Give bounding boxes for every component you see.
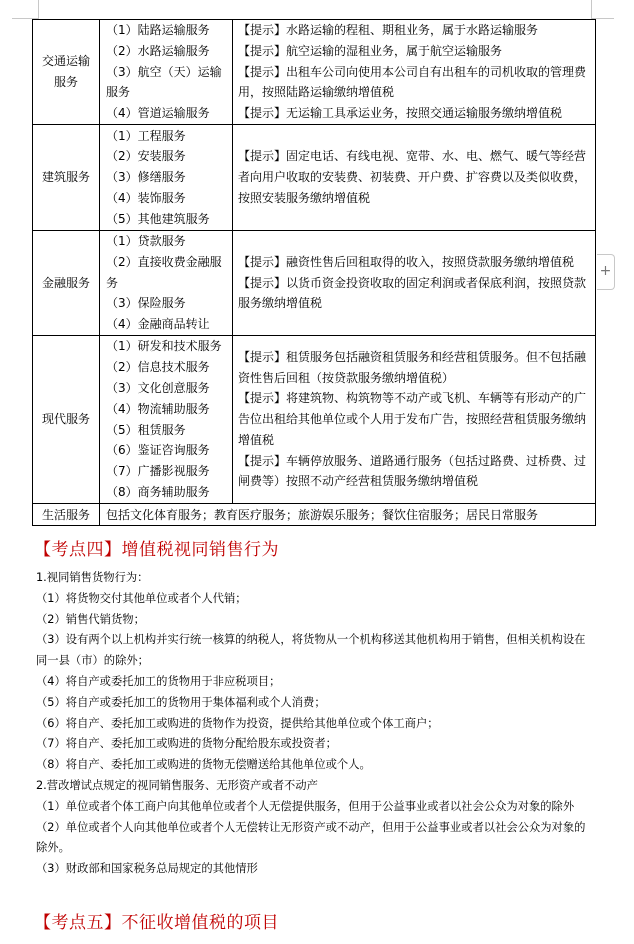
note: 【提示】航空运输的湿租业务，属于航空运输服务 [238, 43, 503, 58]
list-item: （7）广播影视服务 [106, 464, 210, 479]
section-heading-5: 【考点五】不征收增值税的项目 [34, 913, 279, 933]
service-table [32, 19, 596, 526]
items-cell [100, 20, 233, 125]
paragraph: （7）将自产、委托加工或购进的货物分配给股东或投资者； [36, 737, 337, 751]
list-item: （3）文化创意服务 [106, 380, 210, 395]
table-row [33, 504, 596, 526]
paragraph: （2）销售代销货物； [36, 612, 145, 626]
list-item: （3）修缮服务 [106, 170, 186, 185]
list-item: （4）管道运输服务 [106, 106, 210, 121]
note: 【提示】融资性售后回租取得的收入，按照贷款服务缴纳增值税 [238, 254, 575, 269]
category-cell: 现代服务 [33, 336, 100, 504]
paragraph: （1）将货物交付其他单位或者个人代销； [36, 591, 247, 605]
content-cell: 包括文化体育服务；教育医疗服务；旅游娱乐服务；餐饮住宿服务；居民日常服务 [100, 504, 596, 526]
list-item: （1）陆路运输服务 [106, 23, 210, 37]
paragraph: 1.视同销售货物行为： [36, 571, 149, 584]
note: 【提示】租赁服务包括融资租赁服务和经营租赁服务。但不包括融资性售后回租（按贷款服务缴纳增值税） [238, 349, 587, 385]
table-row [33, 125, 596, 231]
list-item: （3）航空（天）运输服务 [106, 64, 222, 100]
note: 【提示】水路运输的程租、期租业务，属于水路运输服务 [238, 23, 539, 37]
table-row [33, 336, 596, 504]
margin-guide-left-vertical [38, 0, 39, 19]
category-cell: 建筑服务 [33, 125, 100, 231]
list-item: （1）工程服务 [106, 128, 186, 143]
table-row [33, 20, 596, 125]
paragraph: 2.营改增试点规定的视同销售服务、无形资产或者不动产 [36, 778, 318, 792]
notes-cell [233, 125, 596, 231]
items-cell [100, 231, 233, 336]
paragraph: （6）将自产、委托加工或购进的货物作为投资，提供给其他单位或个体工商户； [36, 716, 439, 730]
list-item: （2）水路运输服务 [106, 43, 210, 58]
list-item: （1）研发和技术服务 [106, 339, 222, 354]
note: 【提示】无运输工具承运业务，按照交通运输服务缴纳增值税 [238, 106, 563, 121]
paragraph: （2）单位或者个人向其他单位或者个人无偿转让无形资产或不动产，但用于公益事业或者以社会公众为对象的除外。 [36, 820, 586, 855]
section-heading-4: 【考点四】增值税视同销售行为 [34, 540, 279, 560]
add-button[interactable] [597, 254, 615, 290]
items-cell [100, 125, 233, 231]
category-cell: 交通运输服务 [33, 20, 100, 125]
plus-icon: + [599, 263, 612, 279]
category-cell: 金融服务 [33, 231, 100, 336]
table-row [33, 231, 596, 336]
notes-cell [233, 336, 596, 504]
section-4-body [36, 568, 592, 880]
list-item: （6）鉴证咨询服务 [106, 443, 210, 458]
list-item: （5）其他建筑服务 [106, 211, 210, 226]
items-cell [100, 336, 233, 504]
list-item: （2）直接收费金融服务 [106, 254, 222, 290]
note: 【提示】车辆停放服务、道路通行服务（包括过路费、过桥费、过闸费等）按照不动产经营租赁服务缴纳增值税 [238, 453, 587, 489]
notes-cell [233, 20, 596, 125]
list-item: （4）装饰服务 [106, 190, 186, 205]
note: 【提示】出租车公司向使用本公司自有出租车的司机收取的管理费用，按照陆路运输缴纳增值税 [238, 64, 587, 100]
category-cell: 生活服务 [33, 504, 100, 526]
paragraph: （4）将自产或委托加工的货物用于非应税项目； [36, 674, 281, 688]
note: 【提示】以货币资金投资收取的固定利润或者保底利润，按照贷款服务缴纳增值税 [238, 275, 587, 311]
paragraph: （3）设有两个以上机构并实行统一核算的纳税人，将货物从一个机构移送其他机构用于销售，但相关机构设在同一县（市）的除外； [36, 633, 586, 668]
list-item: （4）物流辅助服务 [106, 401, 210, 416]
list-item: （2）信息技术服务 [106, 360, 210, 375]
list-item: （1）贷款服务 [106, 234, 186, 248]
notes-cell [233, 231, 596, 336]
note: 【提示】将建筑物、构筑物等不动产或飞机、车辆等有形动产的广告位出租给其他单位或个人用于发布广告，按照经营租赁服务缴纳增值税 [238, 391, 587, 447]
list-item: （2）安装服务 [106, 149, 186, 164]
paragraph: （8）将自产、委托加工或购进的货物无偿赠送给其他单位或个人。 [36, 758, 371, 772]
paragraph: （5）将自产或委托加工的货物用于集体福利或个人消费； [36, 695, 326, 709]
paragraph: （1）单位或者个体工商户向其他单位或者个人无偿提供服务，但用于公益事业或者以社会公众为对象的除外 [36, 799, 575, 813]
list-item: （4）金融商品转让 [106, 317, 210, 332]
list-item: （8）商务辅助服务 [106, 484, 210, 499]
paragraph: （3）财政部和国家税务总局规定的其他情形 [36, 862, 258, 876]
margin-guide-right-vertical [591, 0, 592, 19]
note: 【提示】固定电话、有线电视、宽带、水、电、燃气、暖气等经营者向用户收取的安装费、初装费、开户费、扩容费以及类似收费，按照安装服务缴纳增值税 [238, 149, 587, 205]
list-item: （5）租赁服务 [106, 422, 186, 437]
list-item: （3）保险服务 [106, 296, 186, 311]
